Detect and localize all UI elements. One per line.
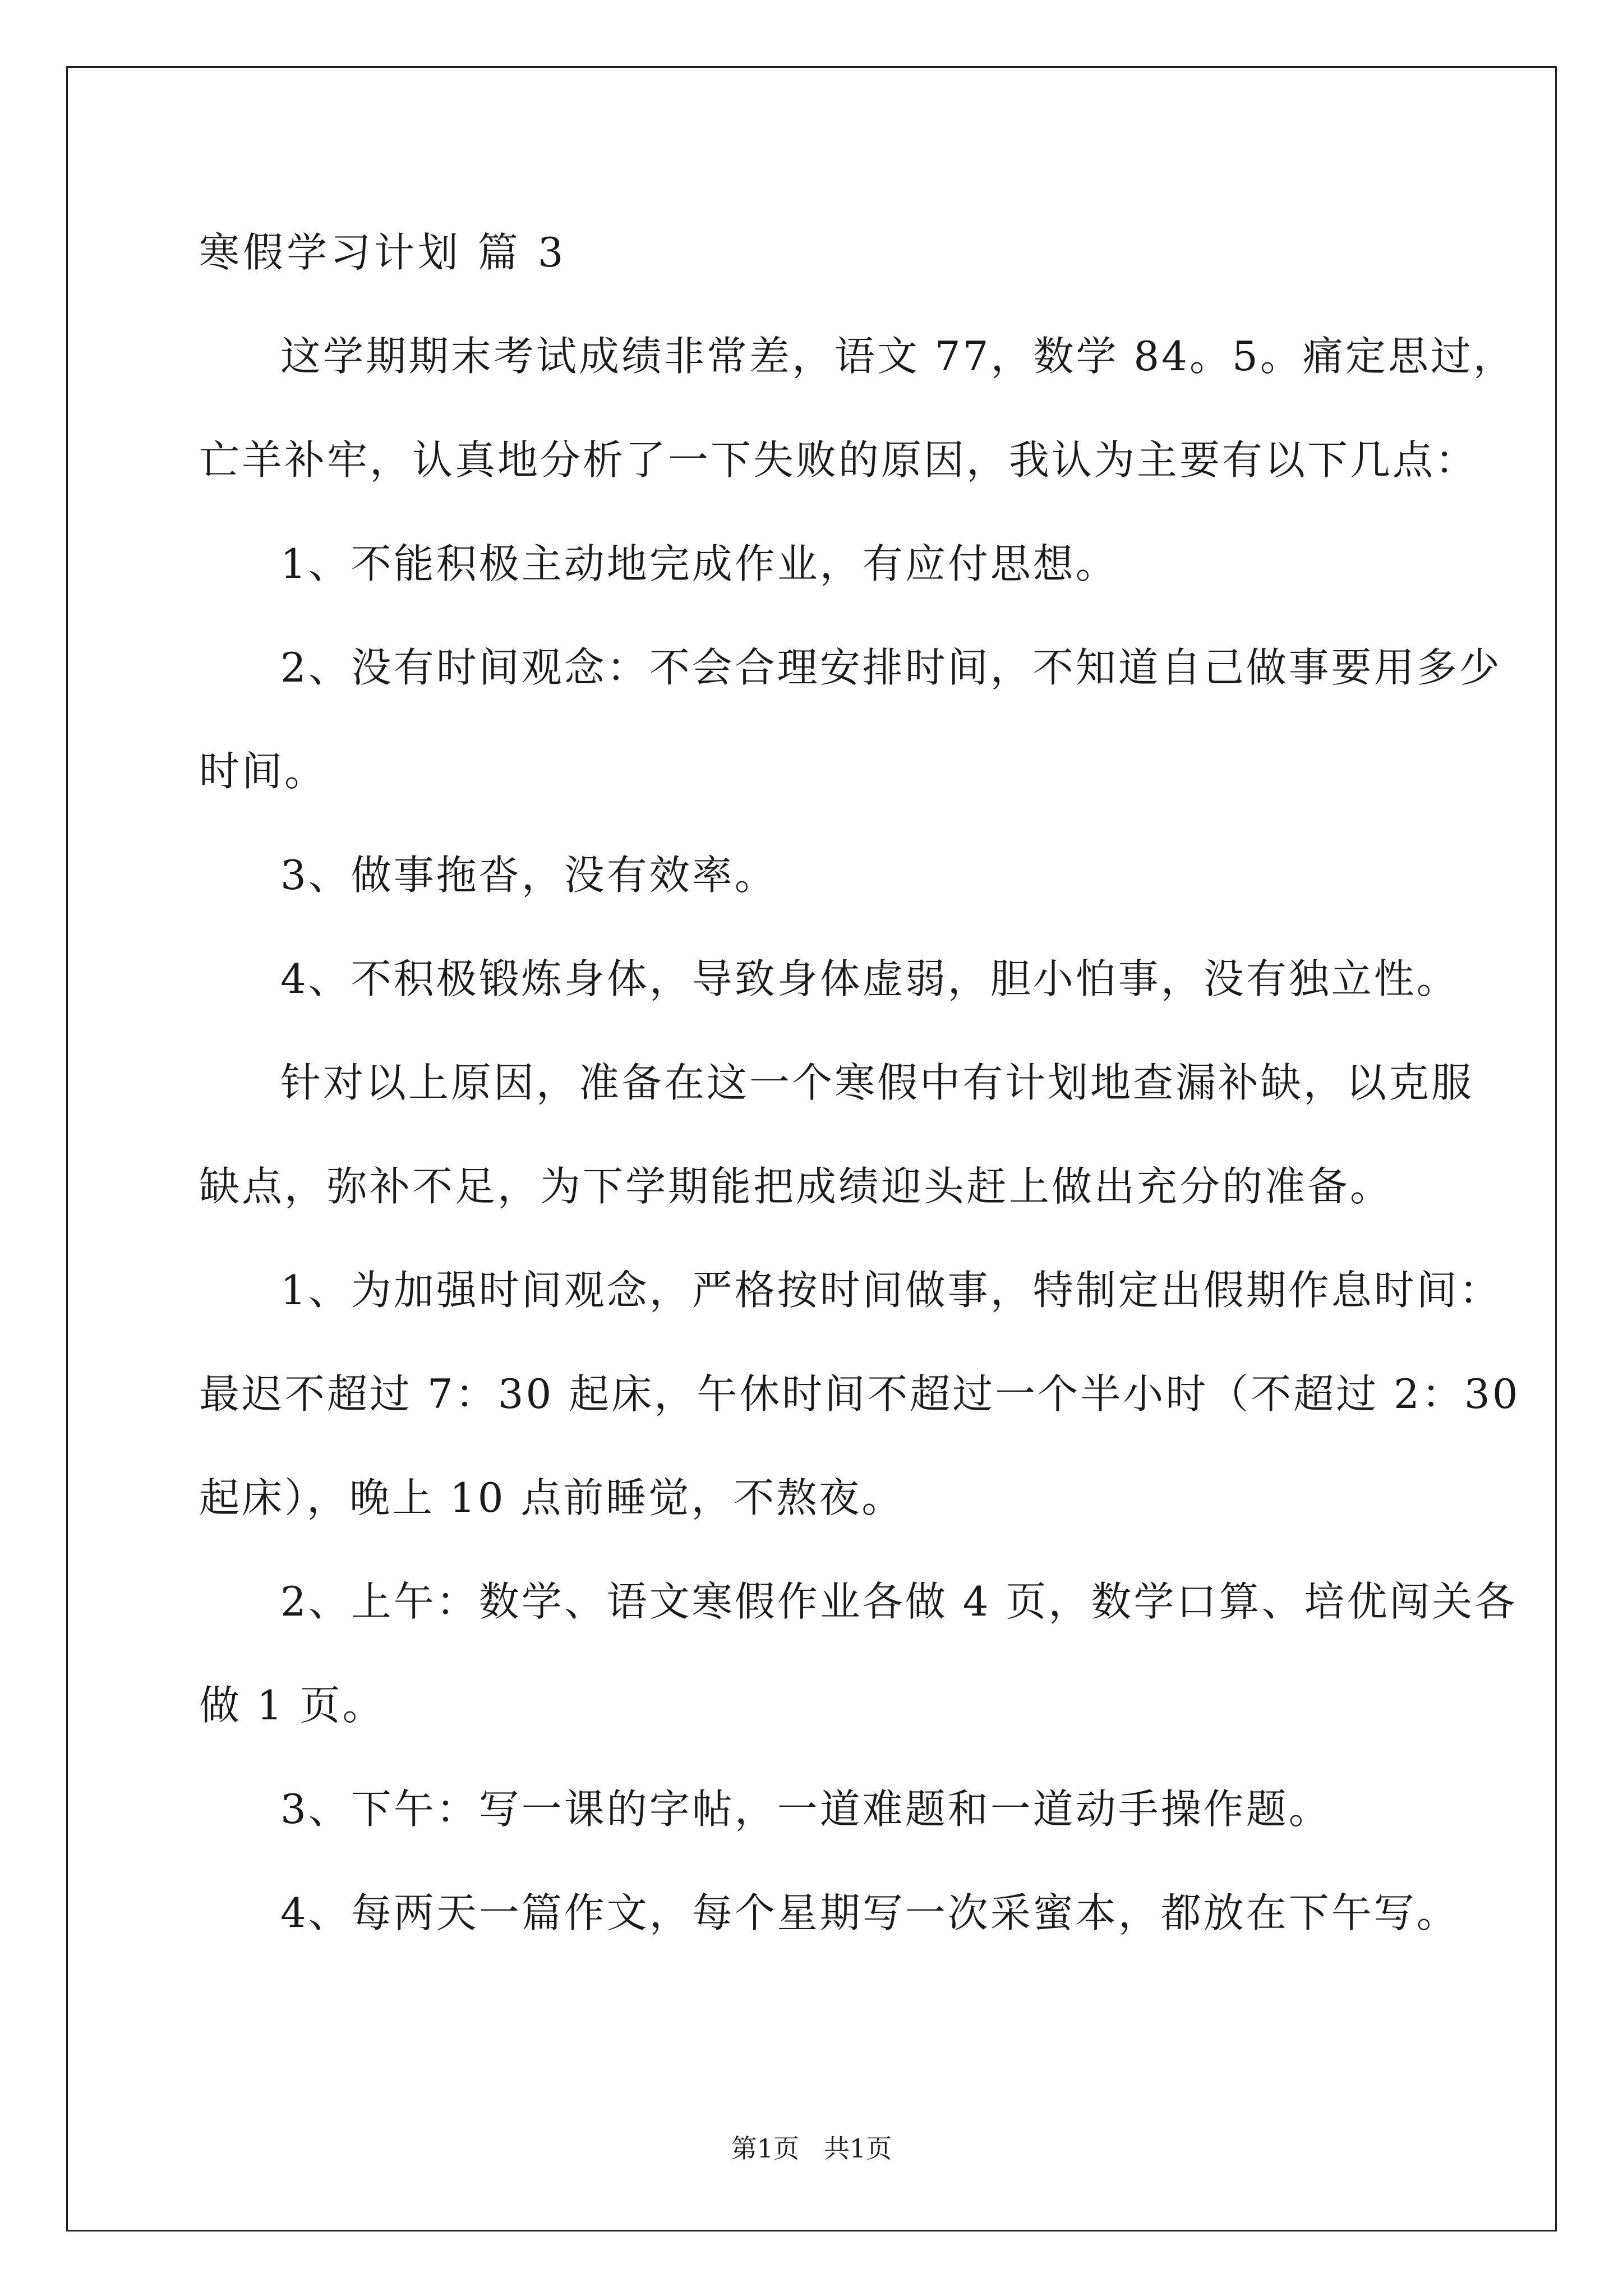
list-item: 3、下午：写一课的字帖，一道难题和一道动手操作题。 [280, 1786, 1331, 1833]
paragraph-line: 针对以上原因，准备在这一个寒假中有计划地查漏补缺，以克服 [280, 1059, 1474, 1106]
paragraph-line: 时间。 [199, 748, 328, 795]
list-item: 2、没有时间观念：不会合理安排时间，不知道自己做事要用多少 [280, 644, 1502, 691]
list-item: 4、每两天一篇作文，每个星期写一次采蜜本，都放在下午写。 [280, 1889, 1459, 1936]
paragraph-line: 亡羊补牢，认真地分析了一下失败的原因，我认为主要有以下几点： [199, 436, 1478, 484]
list-item: 3、做事拖沓，没有效率。 [280, 852, 777, 899]
list-item: 2、上午：数学、语文寒假作业各做 4 页，数学口算、培优闯关各 [280, 1578, 1518, 1625]
page-footer: 第1页 共1页 [731, 2133, 892, 2164]
paragraph-line: 最迟不超过 7：30 起床，午休时间不超过一个半小时（不超过 2：30 [199, 1370, 1520, 1418]
paragraph-line: 做 1 页。 [199, 1682, 385, 1729]
paragraph-line: 缺点，弥补不足，为下学期能把成绩迎头赶上做出充分的准备。 [199, 1163, 1393, 1210]
paragraph-line: 这学期期末考试成绩非常差，语文 77，数学 84。5。痛定思过， [280, 333, 1516, 380]
list-item: 1、不能积极主动地完成作业，有应付思想。 [280, 540, 1118, 587]
list-item: 4、不积极锻炼身体，导致身体虚弱，胆小怕事，没有独立性。 [280, 955, 1459, 1002]
list-item: 1、为加强时间观念，严格按时间做事，特制定出假期作息时间： [280, 1267, 1502, 1314]
document-title: 寒假学习计划 篇 3 [199, 229, 567, 276]
paragraph-line: 起床），晚上 10 点前睡觉，不熬夜。 [199, 1474, 905, 1521]
